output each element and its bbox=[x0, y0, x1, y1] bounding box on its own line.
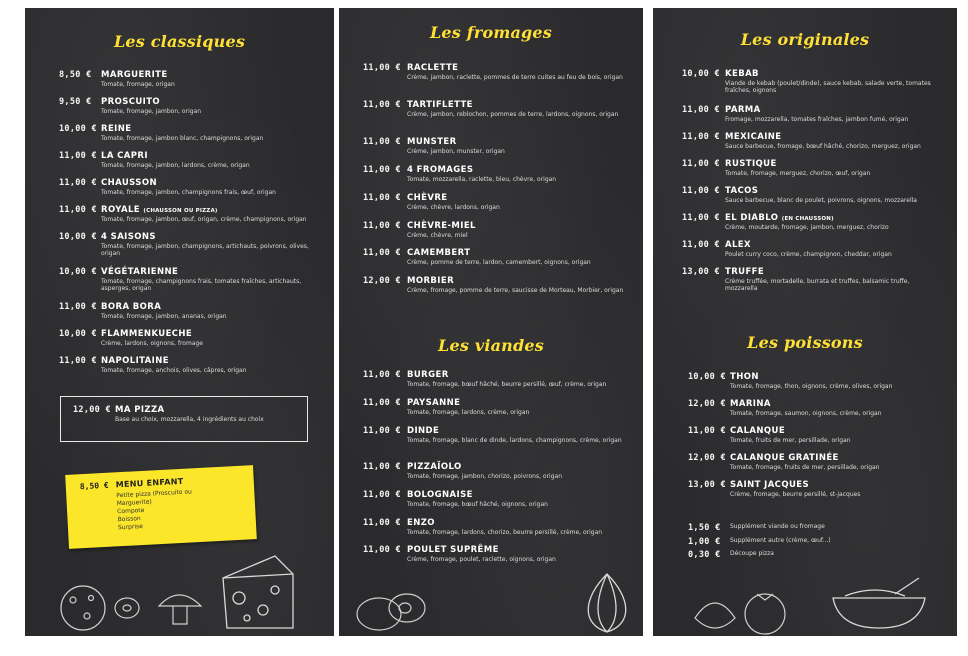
extra-price: 1,50 € bbox=[688, 523, 721, 533]
menu-item-price: 8,50 € bbox=[59, 70, 92, 80]
menu-item-name-text: MARINA bbox=[730, 399, 771, 409]
section-title-fromages: Les fromages bbox=[429, 23, 553, 42]
menu-item-name-text: CHÈVRE-MIEL bbox=[407, 221, 476, 231]
menu-item-price: 12,00 € bbox=[73, 405, 111, 415]
menu-item-price: 11,00 € bbox=[363, 100, 401, 110]
menu-item-name bbox=[407, 426, 439, 436]
menu-panel-classiques bbox=[25, 8, 334, 636]
menu-item-price: 10,00 € bbox=[59, 267, 97, 277]
menu-item-price: 11,00 € bbox=[363, 370, 401, 380]
menu-item-name bbox=[730, 399, 771, 409]
menu-item-name bbox=[101, 205, 218, 215]
menu-item-name-text: PROSCUITO bbox=[101, 97, 161, 107]
menu-item bbox=[59, 70, 329, 94]
menu-item-name bbox=[407, 398, 460, 408]
menu-item-price: 11,00 € bbox=[59, 205, 97, 215]
menu-item-name bbox=[725, 213, 834, 223]
menu-item-desc: Tomate, fromage, jambon blanc, champignons, origan bbox=[101, 135, 264, 142]
menu-item-note: (CHAUSSON OU PIZZA) bbox=[143, 208, 218, 214]
menu-item-name bbox=[101, 232, 156, 242]
menu-item-name bbox=[101, 97, 160, 107]
menu-item-desc: Base au choix, mozzarella, 4 ingrédients au choix bbox=[115, 416, 264, 423]
menu-item-price: 11,00 € bbox=[363, 490, 401, 500]
menu-item-name bbox=[407, 248, 470, 258]
menu-item-name bbox=[407, 518, 435, 528]
menu-item-name-text: PIZZAÏOLO bbox=[407, 462, 462, 472]
menu-item-name-text: EL DIABLO bbox=[725, 213, 779, 223]
menu-item-price: 10,00 € bbox=[688, 372, 726, 382]
menu-item-desc: Tomate, fruits de mer, persillade, origan bbox=[730, 437, 851, 444]
menu-item-desc: Poulet curry coco, crème, champignon, cheddar, origan bbox=[725, 251, 892, 258]
menu-item-desc: Crème, moutarde, fromage, jambon, merguez, chorizo bbox=[725, 224, 889, 231]
menu-item-name-text: VÉGÉTARIENNE bbox=[101, 267, 179, 277]
menu-item bbox=[682, 213, 952, 237]
menu-item bbox=[363, 426, 639, 450]
menu-item bbox=[363, 100, 639, 124]
menu-item-desc: Crème, jambon, munster, origan bbox=[407, 148, 505, 155]
menu-item-name-text: ALEX bbox=[725, 240, 751, 250]
menu-panel-originales-poissons bbox=[653, 8, 957, 636]
menu-item-name-text: BOLOGNAISE bbox=[407, 490, 473, 500]
menu-item bbox=[363, 462, 639, 486]
cheese-doodle-icon bbox=[217, 548, 297, 634]
menu-item-desc: Tomate, fromage, jambon, champignons, artichauts, poivrons, olives, origan bbox=[101, 243, 309, 258]
menu-item bbox=[363, 137, 639, 161]
menu-item-price: 11,00 € bbox=[682, 213, 720, 223]
menu-item bbox=[363, 248, 639, 272]
menu-enfant-line: Marguerite) bbox=[116, 498, 152, 508]
menu-item-desc: Crème, jambon, reblochon, pommes de terre, lardons, oignons, origan bbox=[407, 111, 619, 118]
menu-item-name-text: PAYSANNE bbox=[407, 398, 461, 408]
menu-item bbox=[363, 518, 639, 542]
menu-item-name-text: DINDE bbox=[407, 426, 440, 436]
menu-item bbox=[688, 399, 952, 423]
menu-item-name-text: MUNSTER bbox=[407, 137, 457, 147]
menu-item-price: 11,00 € bbox=[59, 356, 97, 366]
menu-item-name bbox=[101, 329, 192, 339]
menu-item bbox=[59, 205, 329, 229]
extra-item bbox=[688, 550, 948, 562]
extra-desc: Supplément viande ou fromage bbox=[730, 523, 825, 530]
menu-item bbox=[688, 426, 952, 450]
menu-item-name-text: RACLETTE bbox=[407, 63, 459, 73]
menu-item-price: 11,00 € bbox=[363, 248, 401, 258]
menu-item-name-text: 4 FROMAGES bbox=[407, 165, 474, 175]
menu-item-name-text: TRUFFE bbox=[725, 267, 765, 277]
menu-item-name-text: BURGER bbox=[407, 370, 449, 380]
menu-item bbox=[682, 69, 952, 93]
menu-item-name bbox=[725, 132, 781, 142]
menu-item-name-text: THON bbox=[730, 372, 759, 382]
menu-item-name bbox=[725, 186, 758, 196]
menu-item-price: 9,50 € bbox=[59, 97, 92, 107]
menu-item-name-text: FLAMMENKUECHE bbox=[101, 329, 193, 339]
menu-enfant-line: Compote bbox=[117, 506, 145, 516]
menu-item-name bbox=[407, 165, 473, 175]
extra-price: 0,30 € bbox=[688, 550, 721, 560]
menu-item-desc: Crème, jambon, raclette, pommes de terre cuites au feu de bois, origan bbox=[407, 74, 623, 81]
menu-item-name bbox=[407, 490, 473, 500]
menu-item bbox=[59, 232, 329, 256]
menu-item-desc: Tomate, fromage, bœuf hâché, oignons, origan bbox=[407, 501, 548, 508]
menu-item-desc: Tomate, fromage, jambon, chorizo, poivrons, origan bbox=[407, 473, 563, 480]
menu-item bbox=[363, 63, 639, 87]
menu-item-price: 13,00 € bbox=[682, 267, 720, 277]
menu-item-desc: Tomate, fromage, merguez, chorizo, œuf, origan bbox=[725, 170, 871, 177]
menu-item-name bbox=[725, 105, 761, 115]
menu-item-desc: Tomate, fromage, jambon, lardons, crème, origan bbox=[101, 162, 250, 169]
menu-item-name-text: MORBIER bbox=[407, 276, 455, 286]
menu-item-price: 11,00 € bbox=[363, 137, 401, 147]
menu-item-price: 11,00 € bbox=[682, 186, 720, 196]
menu-item-name: MA PIZZA bbox=[115, 405, 165, 415]
menu-item-desc: Tomate, mozzarella, raclette, bleu, chèvre, origan bbox=[407, 176, 557, 183]
menu-item-name-text: CHAUSSON bbox=[101, 178, 157, 188]
menu-item-price: 11,00 € bbox=[688, 426, 726, 436]
menu-item-price: 11,00 € bbox=[363, 518, 401, 528]
menu-item bbox=[363, 221, 639, 245]
menu-item-name bbox=[725, 267, 764, 277]
menu-item-price: 12,00 € bbox=[363, 276, 401, 286]
menu-item-name-text: ENZO bbox=[407, 518, 435, 528]
menu-item bbox=[682, 132, 952, 156]
menu-item bbox=[59, 97, 329, 121]
onion-eggs-doodle-icon bbox=[347, 578, 447, 636]
menu-item-name bbox=[407, 63, 458, 73]
menu-item-name-text: CALANQUE GRATINÉE bbox=[730, 453, 839, 463]
menu-item-name bbox=[101, 70, 168, 80]
menu-item-name-text: NAPOLITAINE bbox=[101, 356, 169, 366]
menu-item-name-text: CHÈVRE bbox=[407, 193, 448, 203]
menu-item-price: 11,00 € bbox=[682, 159, 720, 169]
menu-item-price: 11,00 € bbox=[682, 105, 720, 115]
menu-item-name-text: RUSTIQUE bbox=[725, 159, 777, 169]
menu-item-price: 12,00 € bbox=[688, 399, 726, 409]
menu-panel-fromages-viandes bbox=[339, 8, 643, 636]
menu-item-price: 11,00 € bbox=[363, 398, 401, 408]
menu-item bbox=[688, 480, 952, 504]
menu-item-desc: Tomate, fromage, lardons, crème, origan bbox=[407, 409, 530, 416]
menu-item-desc: Sauce barbecue, blanc de poulet, poivrons, oignons, mozzarella bbox=[725, 197, 917, 204]
menu-item bbox=[363, 490, 639, 514]
ma-pizza-box bbox=[60, 396, 308, 442]
menu-item-price: 11,00 € bbox=[363, 63, 401, 73]
menu-item bbox=[363, 370, 639, 394]
menu-item-name bbox=[101, 302, 161, 312]
menu-enfant-name: MENU ENFANT bbox=[115, 476, 184, 490]
menu-item-desc: Tomate, fromage, anchois, olives, câpres, origan bbox=[101, 367, 247, 374]
menu-item-price: 11,00 € bbox=[59, 178, 97, 188]
menu-item-price: 11,00 € bbox=[59, 151, 97, 161]
menu-item-name bbox=[730, 426, 785, 436]
menu-item-name-text: TACOS bbox=[725, 186, 759, 196]
menu-item bbox=[59, 178, 329, 202]
menu-item-name bbox=[730, 372, 759, 382]
menu-item-desc: Tomate, fromage, champignons frais, tomates fraîches, artichauts, asperges, origan bbox=[101, 278, 302, 293]
tomato-doodle-icon bbox=[691, 578, 791, 636]
menu-item-name bbox=[101, 151, 148, 161]
menu-item-name-text: LA CAPRI bbox=[101, 151, 148, 161]
menu-item-name-text: SAINT JACQUES bbox=[730, 480, 809, 490]
menu-item-price: 10,00 € bbox=[59, 232, 97, 242]
menu-item-price: 11,00 € bbox=[363, 165, 401, 175]
menu-item-desc: Tomate, fromage, saumon, oignons, crème, origan bbox=[730, 410, 882, 417]
menu-item-name bbox=[407, 545, 499, 555]
menu-item-name bbox=[407, 193, 448, 203]
menu-item-name-text: BORA BORA bbox=[101, 302, 162, 312]
menu-item-price: 10,00 € bbox=[682, 69, 720, 79]
menu-item-desc: Sauce barbecue, fromage, bœuf hâché, chorizo, merguez, origan bbox=[725, 143, 921, 150]
extra-desc: Découpe pizza bbox=[730, 550, 774, 557]
menu-item-name-text: 4 SAISONS bbox=[101, 232, 156, 242]
menu-item-desc: Viande de kebab (poulet/dinde), sauce kebab, salade verte, tomates fraîches, oignons bbox=[725, 80, 931, 95]
bowl-doodle-icon bbox=[825, 574, 935, 634]
menu-item-desc: Tomate, fromage, jambon, champignons frais, œuf, origan bbox=[101, 189, 276, 196]
section-title-classiques: Les classiques bbox=[113, 32, 246, 51]
menu-item-desc: Tomate, fromage, bœuf hâché, beurre persillé, œuf, crème, origan bbox=[407, 381, 607, 388]
menu-item-desc: Tomate, fromage, thon, oignons, crème, olives, origan bbox=[730, 383, 893, 390]
menu-item-name bbox=[407, 100, 473, 110]
menu-enfant-price: 8,50 € bbox=[79, 480, 109, 492]
menu-item-name bbox=[407, 137, 457, 147]
menu-item-price: 10,00 € bbox=[59, 329, 97, 339]
menu-item bbox=[682, 240, 952, 264]
menu-item-desc: Tomate, fromage, fruits de mer, persillade, origan bbox=[730, 464, 880, 471]
extra-desc: Supplément autre (crème, œuf...) bbox=[730, 537, 831, 544]
menu-item-name-text: POULET SUPRÊME bbox=[407, 545, 499, 555]
menu-item-name bbox=[725, 69, 759, 79]
menu-item-name bbox=[407, 462, 462, 472]
menu-item-desc: Tomate, fromage, lardons, chorizo, beurre persillé, crème, origan bbox=[407, 529, 603, 536]
menu-item bbox=[363, 398, 639, 422]
menu-item-name bbox=[725, 240, 751, 250]
menu-item bbox=[682, 186, 952, 210]
onion-doodle-icon bbox=[577, 568, 637, 636]
menu-item bbox=[59, 302, 329, 326]
menu-enfant-line: Boisson bbox=[117, 515, 141, 524]
menu-item-name bbox=[730, 480, 809, 490]
menu-item-name bbox=[101, 356, 169, 366]
menu-item-name bbox=[407, 276, 454, 286]
menu-item-name-text: KEBAB bbox=[725, 69, 759, 79]
menu-enfant-line: Surprise bbox=[117, 522, 144, 532]
menu-item-desc: Crème, pomme de terre, lardon, camembert, oignons, origan bbox=[407, 259, 591, 266]
menu-item bbox=[363, 165, 639, 189]
menu-item bbox=[682, 159, 952, 183]
menu-item-name bbox=[101, 178, 157, 188]
menu-item-name-text: CAMEMBERT bbox=[407, 248, 471, 258]
menu-item bbox=[682, 105, 952, 129]
menu-item-price: 12,00 € bbox=[688, 453, 726, 463]
menu-item bbox=[688, 453, 952, 477]
menu-item bbox=[363, 193, 639, 217]
extra-item bbox=[688, 523, 948, 535]
menu-enfant-line: Petite pizza (Proscuito ou bbox=[116, 488, 193, 500]
menu-item-name-text: MARGUERITE bbox=[101, 70, 168, 80]
menu-item bbox=[59, 356, 329, 380]
menu-item-name bbox=[725, 159, 777, 169]
menu-item-price: 11,00 € bbox=[363, 426, 401, 436]
menu-item bbox=[59, 329, 329, 353]
menu-item bbox=[682, 267, 952, 291]
menu-item-name bbox=[101, 267, 178, 277]
menu-item bbox=[59, 267, 329, 291]
menu-item bbox=[363, 545, 639, 569]
section-title-poissons: Les poissons bbox=[747, 333, 863, 352]
menu-item-desc: Tomate, fromage, origan bbox=[101, 81, 175, 88]
menu-enfant-note bbox=[65, 465, 257, 549]
menu-item-desc: Tomate, fromage, blanc de dinde, lardons, champignons, crème, origan bbox=[407, 437, 622, 444]
menu-item-name bbox=[730, 453, 839, 463]
menu-item-note: (EN CHAUSSON) bbox=[781, 216, 834, 222]
menu-item-desc: Crème, fromage, pomme de terre, saucisse de Morteau, Morbier, origan bbox=[407, 287, 624, 294]
menu-item-desc: Fromage, mozzarella, tomates fraîches, jambon fumé, origan bbox=[725, 116, 909, 123]
menu-item-price: 11,00 € bbox=[363, 221, 401, 231]
extra-item bbox=[688, 537, 948, 549]
menu-item-desc: Tomate, fromage, jambon, œuf, origan, crème, champignons, origan bbox=[101, 216, 307, 223]
menu-item-name-text: CALANQUE bbox=[730, 426, 786, 436]
menu-item bbox=[59, 151, 329, 175]
menu-item-desc: Tomate, fromage, jambon, origan bbox=[101, 108, 202, 115]
menu-item-desc: Tomate, fromage, jambon, ananas, origan bbox=[101, 313, 227, 320]
menu-item-desc: Crème, lardons, oignons, fromage bbox=[101, 340, 203, 347]
menu-item-price: 13,00 € bbox=[688, 480, 726, 490]
menu-item-name bbox=[407, 221, 476, 231]
menu-item-desc: Crème, chèvre, miel bbox=[407, 232, 468, 239]
menu-item-desc: Crème, fromage, poulet, raclette, oignons, origan bbox=[407, 556, 556, 563]
menu-item-price: 11,00 € bbox=[682, 132, 720, 142]
menu-item-name-text: REINE bbox=[101, 124, 132, 134]
menu-item-desc: Crème, chèvre, lardons, origan bbox=[407, 204, 500, 211]
menu-item-price: 11,00 € bbox=[363, 193, 401, 203]
menu-item-name bbox=[407, 370, 449, 380]
menu-item-desc: Crème, fromage, beurre persillé, st-jacques bbox=[730, 491, 861, 498]
section-title-viandes: Les viandes bbox=[438, 336, 544, 355]
menu-item bbox=[363, 276, 639, 300]
menu-item-price: 11,00 € bbox=[682, 240, 720, 250]
menu-item-price: 11,00 € bbox=[363, 545, 401, 555]
menu-item-price: 11,00 € bbox=[363, 462, 401, 472]
menu-item-name-text: MEXICAINE bbox=[725, 132, 782, 142]
mushroom-olive-doodle-icon bbox=[55, 578, 215, 634]
menu-item-name bbox=[101, 124, 131, 134]
section-title-originales: Les originales bbox=[740, 30, 870, 49]
menu-item bbox=[59, 124, 329, 148]
menu-item-name-text: PARMA bbox=[725, 105, 761, 115]
menu-item-name-text: TARTIFLETTE bbox=[407, 100, 473, 110]
menu-item-name-text: ROYALE bbox=[101, 205, 141, 215]
menu-item bbox=[688, 372, 952, 396]
menu-item-price: 10,00 € bbox=[59, 124, 97, 134]
extra-price: 1,00 € bbox=[688, 537, 721, 547]
menu-item-price: 11,00 € bbox=[59, 302, 97, 312]
menu-item-desc: Crème truffée, mortadelle, burrata et truffes, balsamic truffe, mozzarella bbox=[725, 278, 910, 293]
